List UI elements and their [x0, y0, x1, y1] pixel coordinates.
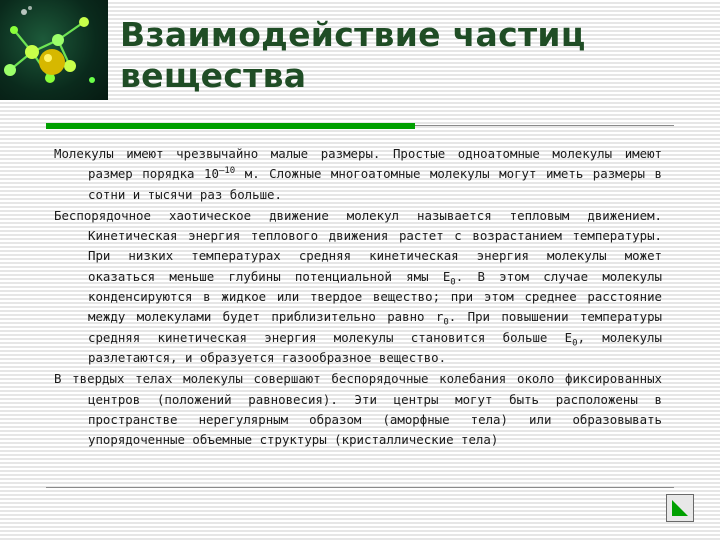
superscript: –10: [218, 166, 236, 177]
slide-title-line-2: вещества: [120, 56, 307, 95]
subscript: 0: [572, 338, 578, 349]
text-segment: Молекулы имеют чрезвычайно малые размеры. Простые одноатомные молекулы имеют размер порядка 10: [54, 146, 662, 182]
text-segment: м. Сложные многоатомные молекулы могут иметь размеры в сотни и тысячи раз больше.: [88, 166, 662, 202]
text-segment: . При повышении температуры средняя кинетическая энергия молекулы становится больше E: [88, 309, 662, 345]
text-segment: Беспорядочное хаотическое движение молекул называется тепловым движением. Кинетическая энергия теплового движения растет с возрастанием температуры. При низких температурах средняя кинетическая энергия молекулы может оказаться меньше глубины потенциальной ямы E: [54, 207, 662, 284]
next-slide-button[interactable]: [666, 494, 694, 522]
footer-divider-line: [46, 487, 674, 488]
subscript: 0: [443, 317, 449, 328]
slide-body: [54, 144, 662, 451]
body-paragraph-3: [54, 369, 662, 450]
slide-title: [120, 14, 680, 96]
text-segment: . В этом случае молекулы конденсируются в жидкое или твердое вещество; при этом среднее расстояние между молекулами будет приблизительно равно r: [88, 268, 662, 325]
text-segment: , молекулы разлетаются, и образуется газообразное вещество.: [88, 329, 662, 365]
title-accent-bar: [46, 123, 415, 129]
body-paragraph-2: [54, 206, 662, 368]
green-triangle-right-icon: [670, 498, 690, 518]
molecule-logo-image: [0, 0, 108, 100]
slide-title-line-1: Взаимодействие частиц: [120, 15, 586, 54]
subscript: 0: [450, 277, 456, 288]
text-segment: В твердых телах молекулы совершают беспорядочные колебания около фиксированных центров (положений равновесия). Эти центры могут быть расположены в пространстве нерегулярным образом (аморфные тела) или образовывать упорядоченные объемные структуры (кристаллические тела): [54, 371, 662, 448]
body-paragraph-1: [54, 144, 662, 205]
